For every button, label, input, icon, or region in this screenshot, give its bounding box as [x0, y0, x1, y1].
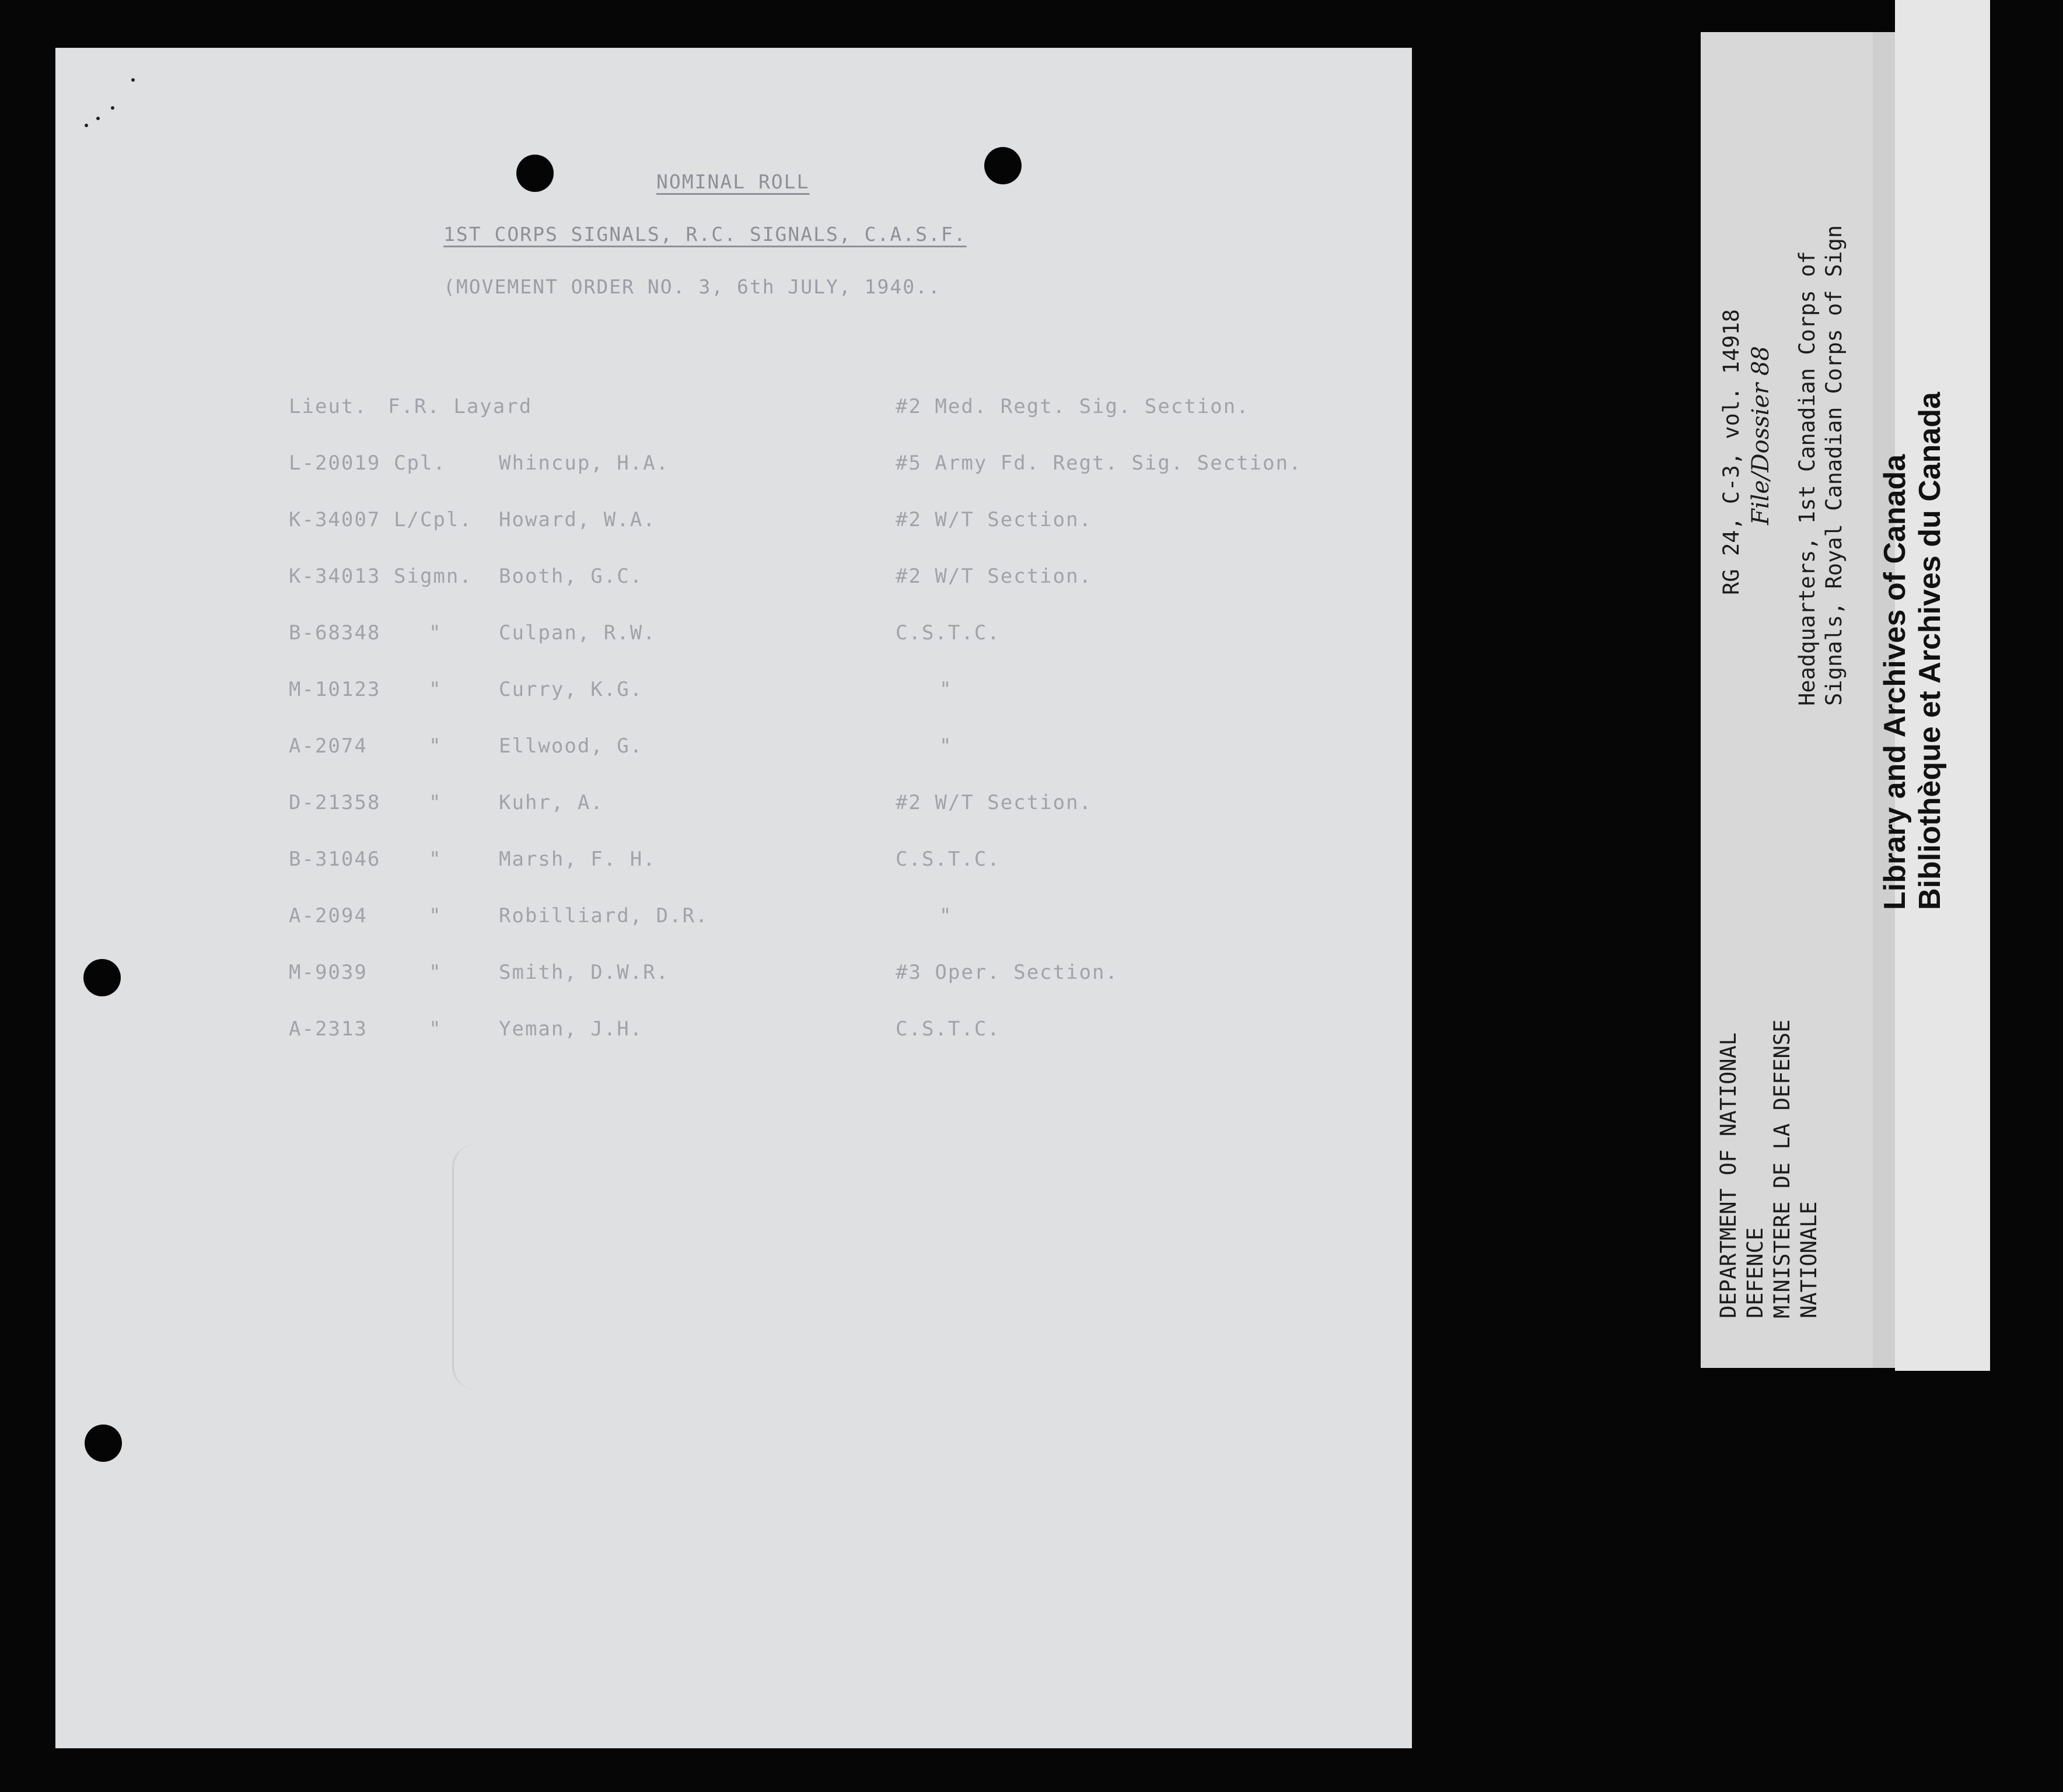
soldier-name: Whincup, H.A.: [499, 452, 670, 475]
section: #3 Oper. Section.: [896, 961, 1118, 984]
section: ": [939, 734, 953, 758]
section: #5 Army Fd. Regt. Sig. Section.: [896, 452, 1302, 475]
service-number: A-2094: [289, 904, 368, 928]
document-page: [55, 48, 1412, 1748]
rank: ": [429, 961, 442, 984]
file-dossier: [1747, 346, 1774, 525]
service-number: K-34007: [289, 508, 381, 531]
reference-number: RG 24, C-3, vol. 14918: [1719, 309, 1744, 595]
service-number: M-10123: [289, 678, 381, 701]
soldier-name: Smith, D.W.R.: [499, 961, 670, 984]
file-dossier-number: File/Dossier 88: [1747, 346, 1774, 525]
soldier-name: Kuhr, A.: [499, 791, 604, 814]
punch-hole: [85, 1424, 122, 1462]
institution-fr: Bibliothèque et Archives du Canada: [1913, 391, 1947, 910]
section: ": [939, 904, 953, 928]
section: ": [939, 678, 953, 701]
rank: ": [429, 678, 442, 701]
punch-hole: [516, 155, 554, 192]
service-number: L-20019: [289, 452, 381, 475]
section: C.S.T.C.: [896, 1017, 1001, 1041]
description-block: [1794, 225, 1848, 706]
department-line: NATIONALE: [1796, 1201, 1821, 1318]
department-line: DEPARTMENT OF NATIONAL: [1716, 1032, 1741, 1318]
service-number: A-2074: [289, 734, 368, 758]
section: C.S.T.C.: [896, 848, 1001, 871]
movement-order: (MOVEMENT ORDER NO. 3, 6th JULY, 1940..: [443, 275, 941, 298]
rank: ": [429, 1017, 442, 1041]
institution-en: Library and Archives of Canada: [1878, 454, 1912, 910]
service-number: A-2313: [289, 1017, 368, 1041]
rank: Sigmn.: [394, 565, 473, 588]
unit-heading: 1ST CORPS SIGNALS, R.C. SIGNALS, C.A.S.F.: [443, 223, 967, 246]
section: #2 W/T Section.: [896, 508, 1093, 531]
rank: L/Cpl.: [394, 508, 473, 531]
service-number: D-21358: [289, 791, 381, 814]
rank: ": [429, 848, 442, 871]
rank: ": [429, 621, 442, 645]
rank: Cpl.: [394, 452, 446, 475]
punch-hole: [984, 147, 1022, 184]
soldier-name: Ellwood, G.: [499, 734, 644, 758]
description-line: Headquarters, 1st Canadian Corps of: [1795, 251, 1820, 706]
faint-ink-mark: [452, 1144, 518, 1390]
section: #2 W/T Section.: [896, 791, 1093, 814]
soldier-name: Marsh, F. H.: [499, 848, 656, 871]
rank: Lieut.: [289, 395, 368, 418]
department-line: MINISTERE DE LA DEFENSE: [1770, 1019, 1795, 1318]
department-label: [1715, 1020, 1823, 1318]
section: #2 Med. Regt. Sig. Section.: [896, 395, 1250, 418]
speck: [111, 106, 114, 110]
document-title: NOMINAL ROLL: [656, 170, 810, 193]
service-number: B-31046: [289, 848, 381, 871]
rank: ": [429, 734, 442, 758]
soldier-name: Booth, G.C.: [499, 565, 644, 588]
rank: ": [429, 904, 442, 928]
soldier-name: Robilliard, D.R.: [499, 904, 709, 928]
section: C.S.T.C.: [896, 621, 1001, 645]
section: #2 W/T Section.: [896, 565, 1093, 588]
speck: [85, 124, 88, 127]
punch-hole: [83, 959, 121, 996]
soldier-name: Curry, K.G.: [499, 678, 644, 701]
soldier-name: Culpan, R.W.: [499, 621, 656, 645]
reference-block: [1718, 309, 1745, 595]
soldier-name: Howard, W.A.: [499, 508, 656, 531]
department-line: DEFENCE: [1743, 1227, 1768, 1318]
service-number: M-9039: [289, 961, 368, 984]
soldier-name: F.R. Layard: [388, 395, 533, 418]
service-number: K-34013: [289, 565, 381, 588]
speck: [131, 78, 135, 82]
rank: ": [429, 791, 442, 814]
description-line: Signals, Royal Canadian Corps of Sign: [1821, 225, 1847, 706]
speck: [96, 117, 100, 120]
soldier-name: Yeman, J.H.: [499, 1017, 644, 1041]
service-number: B-68348: [289, 621, 381, 645]
institution-label: [1877, 392, 1947, 910]
